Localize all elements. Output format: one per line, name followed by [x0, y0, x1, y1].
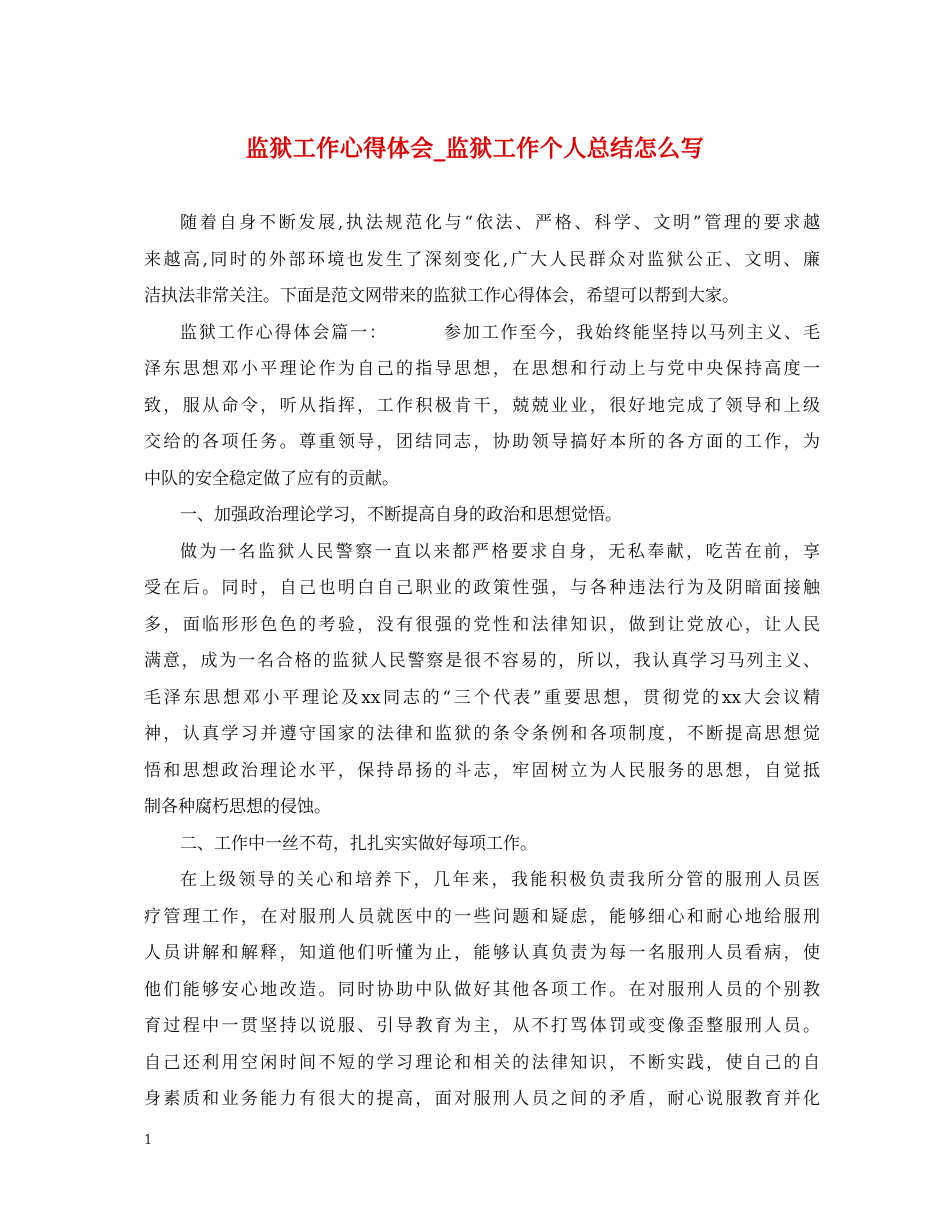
document-title: 监狱工作心得体会_监狱工作个人总结怎么写	[245, 135, 705, 162]
text-line: 中队的安全稳定做了应有的贡献。	[144, 468, 399, 489]
text-line: 神，认真学习并遵守国家的法律和监狱的条令条例和各项制度，不断提高思想觉	[144, 724, 820, 744]
text-line: 洁执法非常关注。下面是范文网带来的监狱工作心得体会，希望可以帮到大家。	[144, 286, 739, 306]
section-heading: 监狱工作心得体会篇一：	[180, 322, 388, 343]
text-line: 做为一名监狱人民警察一直以来都严格要求自身，无私奉献，吃苦在前，享	[180, 541, 820, 562]
text-line: 人员讲解和解释，知道他们听懂为止，能够认真负责为每一名服刑人员看病，使	[144, 943, 820, 963]
text-line: 致，服从命令，听从指挥，工作积极肯干，兢兢业业，很好地完成了领导和上级	[144, 395, 820, 416]
text-line: 自己还利用空闲时间不短的学习理论和相关的法律知识，不断实践，使自己的自	[144, 1052, 820, 1073]
text-line: 悟和思想政治理论水平，保持昂扬的斗志，牢固树立为人民服务的思想，自觉抵	[144, 760, 820, 781]
text-line: 满意，成为一名合格的监狱人民警察是很不容易的，所以，我认真学习马列主义、	[144, 651, 820, 671]
page-number: 1	[144, 1133, 153, 1148]
section-heading: 一、加强政治理论学习，不断提高自身的政治和思想觉悟。	[180, 505, 622, 525]
document-body	[144, 205, 820, 1118]
text-line: 多，面临形形色色的考验，没有很强的党性和法律知识，做到让党放心，让人民	[144, 614, 820, 635]
text-line: 育过程中一贯坚持以说服、引导教育为主，从不打骂体罚或变像歪整服刑人员。	[144, 1016, 820, 1036]
text-line: 在上级领导的关心和培养下，几年来，我能积极负责我所分管的服刑人员医	[180, 870, 820, 890]
text-line: 疗管理工作，在对服刑人员就医中的一些问题和疑虑，能够细心和耐心地给服刑	[144, 906, 820, 927]
section-heading: 二、工作中一丝不苟，扎扎实实做好每项工作。	[180, 833, 537, 854]
text-line: 泽东思想邓小平理论作为自己的指导思想，在思想和行动上与党中央保持高度一	[144, 359, 820, 379]
text-line: 随着自身不断发展,执法规范化与“依法、严格、科学、文明”管理的要求越	[180, 213, 820, 233]
text-line	[144, 315, 820, 352]
text-line: 毛泽东思想邓小平理论及xx同志的“三个代表”重要思想，贯彻党的xx大会议精	[144, 687, 820, 708]
text-line: 来越高,同时的外部环境也发生了深刻变化,广大人民群众对监狱公正、文明、廉	[144, 249, 820, 270]
text-line: 身素质和业务能力有很大的提高，面对服刑人员之间的矛盾，耐心说服教育并化	[144, 1089, 820, 1109]
text-line: 制各种腐朽思想的侵蚀。	[144, 797, 331, 817]
text-line: 交给的各项任务。尊重领导，团结同志，协助领导搞好本所的各方面的工作，为	[144, 432, 820, 452]
text-line: 他们能够安心地改造。同时协助中队做好其他各项工作。在对服刑人员的个别教	[144, 979, 820, 1000]
text-span: 参加工作至今，我始终能坚持以马列主义、毛	[441, 322, 821, 343]
text-line: 受在后。同时，自己也明白自己职业的政策性强，与各种违法行为及阴暗面接触	[144, 578, 820, 598]
